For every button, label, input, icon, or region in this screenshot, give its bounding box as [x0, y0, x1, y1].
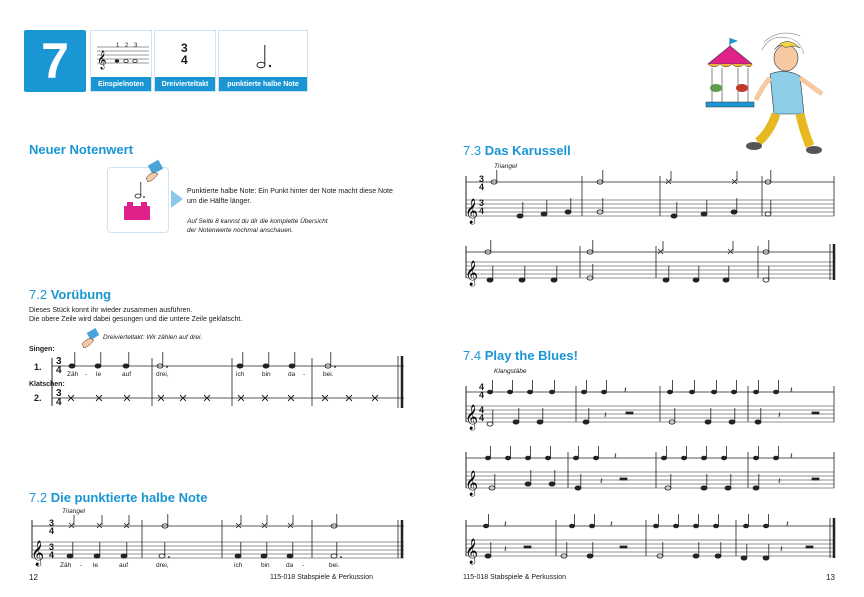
time-sig-top: 3 [479, 174, 485, 184]
svg-text:𝄞: 𝄞 [97, 50, 107, 69]
dotted-half-note-icon [251, 41, 281, 71]
blues-score [460, 376, 840, 576]
instrument-label: Klangstäbe [494, 368, 527, 375]
einspielnoten-staff [93, 37, 153, 77]
lyric-syllable: le [93, 562, 99, 569]
time-sig-top: 3 [56, 356, 62, 367]
section-title-karussell [463, 143, 571, 158]
vorubung-text-1: Dieses Stück konnt ihr wieder zusammen ausführen. [29, 307, 193, 314]
section-title: Vorübung [50, 287, 112, 302]
svg-text:𝄽: 𝄽 [778, 411, 781, 421]
svg-text:𝄽: 𝄽 [504, 545, 507, 555]
digit-3: 3 [134, 43, 138, 49]
lyric-syllable: drei, [156, 562, 169, 569]
time-sig-bottom: 4 [479, 182, 485, 192]
section-title-punktierte [29, 490, 207, 505]
header-card-einspielnoten [90, 30, 152, 92]
lyric-syllable: le [96, 371, 102, 378]
section-title: Die punktierte halbe Note [50, 490, 208, 505]
notenwert-card [107, 167, 169, 233]
lyric-syllable: - [80, 562, 83, 569]
lyric-syllable: bin [261, 562, 270, 569]
section-title-blues [463, 348, 578, 363]
card-caption: Dreivierteltakt [155, 77, 215, 91]
footer-right: 115-018 Stabspiele & Perkussion [463, 574, 566, 581]
time-sig-bottom: 4 [479, 413, 485, 423]
svg-text:𝄽: 𝄽 [614, 452, 617, 462]
digit-2: 2 [125, 43, 129, 49]
lyric-syllable: - [302, 562, 305, 569]
section-number: 7.2 [29, 490, 48, 505]
lyric-syllable: Zäh [60, 562, 72, 569]
time-sig-top: 3 [49, 518, 55, 528]
time-sig-bottom: 4 [479, 206, 485, 216]
notenwert-illustration [108, 168, 168, 232]
svg-text:𝄽: 𝄽 [504, 520, 507, 530]
pointing-hand-icon [146, 160, 163, 182]
dizzy-boy-illustration [746, 33, 822, 154]
instrument-label: Triangel [62, 508, 86, 515]
digit-1: 1 [116, 43, 120, 49]
time-sig-bottom: 4 [56, 365, 62, 376]
vorubung-text-2: Die obere Zeile wird dabei gesungen und die untere Zeile geklatscht. [29, 316, 243, 323]
lyric-syllable: drei, [156, 371, 169, 378]
lyric-syllable: ich [234, 562, 243, 569]
card-caption: Einspielnoten [91, 77, 151, 91]
treble-clef-icon: 𝄞 [465, 471, 479, 496]
treble-clef-icon: 𝄞 [465, 405, 479, 430]
svg-text:𝄽: 𝄽 [786, 520, 789, 530]
page-number-right: 13 [826, 573, 835, 582]
svg-text:𝄽: 𝄽 [600, 477, 603, 487]
card-caption: punktierte halbe Note [219, 77, 307, 91]
time-sig-bottom: 4 [56, 397, 62, 408]
page-number-left: 12 [29, 573, 38, 582]
svg-text:𝄽: 𝄽 [780, 545, 783, 555]
lyric-syllable: da [286, 562, 294, 569]
treble-clef-icon: 𝄞 [465, 539, 479, 564]
section-title-neuer-notenwert: Neuer Notenwert [29, 142, 134, 157]
lego-brick-icon [124, 202, 150, 220]
svg-text:𝄽: 𝄽 [778, 477, 781, 487]
svg-text:𝄽: 𝄽 [604, 411, 607, 421]
time-sig-bottom: 4 [49, 526, 55, 536]
lyric-syllable: auf [119, 562, 129, 569]
svg-text:𝄽: 𝄽 [790, 386, 793, 396]
section-title-vorubung [29, 287, 111, 302]
footer-left: 115-018 Stabspiele & Perkussion [270, 574, 373, 581]
notenwert-hint: Auf Seite 8 kannst du dir die komplette Übersicht der Notenwerte nochmal anschauen. [187, 218, 328, 234]
vorubung-hint: Dreivierteltakt: Wir zählen auf drei. [103, 334, 203, 341]
section-number: 7.3 [463, 143, 482, 158]
lyric-syllable: - [85, 371, 88, 378]
lyric-syllable: - [303, 371, 306, 378]
line-2-number: 2. [34, 393, 42, 403]
svg-text:𝄽: 𝄽 [790, 452, 793, 462]
instrument-label: Triangel [494, 163, 518, 170]
time-sig-top: 4 [479, 382, 485, 392]
time-sig-bottom: 4 [479, 390, 485, 400]
header-card-dreivierteltakt [154, 30, 216, 92]
klatschen-label: Klatschen: [29, 381, 65, 388]
lyric-syllable: bei. [323, 371, 334, 378]
lyric-syllable: da [288, 371, 296, 378]
header-card-punktierte-halbe [218, 30, 308, 92]
time-sig-top: 3 [181, 41, 188, 55]
karussell-score [460, 168, 840, 298]
lyric-syllable: auf [122, 371, 132, 378]
time-sig-top: 3 [56, 388, 62, 399]
chapter-number: 7 [24, 30, 86, 92]
treble-clef-icon: 𝄞 [465, 199, 479, 224]
singen-label: Singen: [29, 346, 55, 353]
lyric-syllable: bin [262, 371, 271, 378]
section-title: Play the Blues! [484, 348, 578, 363]
time-sig-top: 3 [479, 198, 485, 208]
svg-text:𝄽: 𝄽 [624, 386, 627, 396]
lyric-syllable: bei. [329, 562, 340, 569]
treble-clef-icon: 𝄞 [465, 261, 479, 286]
line-1-number: 1. [34, 362, 42, 372]
time-sig-top: 4 [479, 405, 485, 415]
section-number: 7.2 [29, 287, 48, 302]
time-sig-bottom: 4 [49, 550, 55, 560]
svg-text:𝄽: 𝄽 [610, 520, 613, 530]
section-title: Das Karussell [484, 143, 571, 158]
time-sig-bottom: 4 [181, 53, 188, 67]
time-sig-top: 3 [49, 542, 55, 552]
carousel-illustration [700, 28, 850, 158]
treble-clef-icon: 𝄞 [31, 541, 45, 566]
arrow-right-icon [171, 190, 183, 208]
section-number: 7.4 [463, 348, 482, 363]
notenwert-text: Punktierte halbe Note: Ein Punkt hinter der Note macht diese Note um die Hälfte länger. [187, 188, 393, 205]
lyric-syllable: ich [236, 371, 245, 378]
lyric-syllable: Zäh [67, 371, 79, 378]
